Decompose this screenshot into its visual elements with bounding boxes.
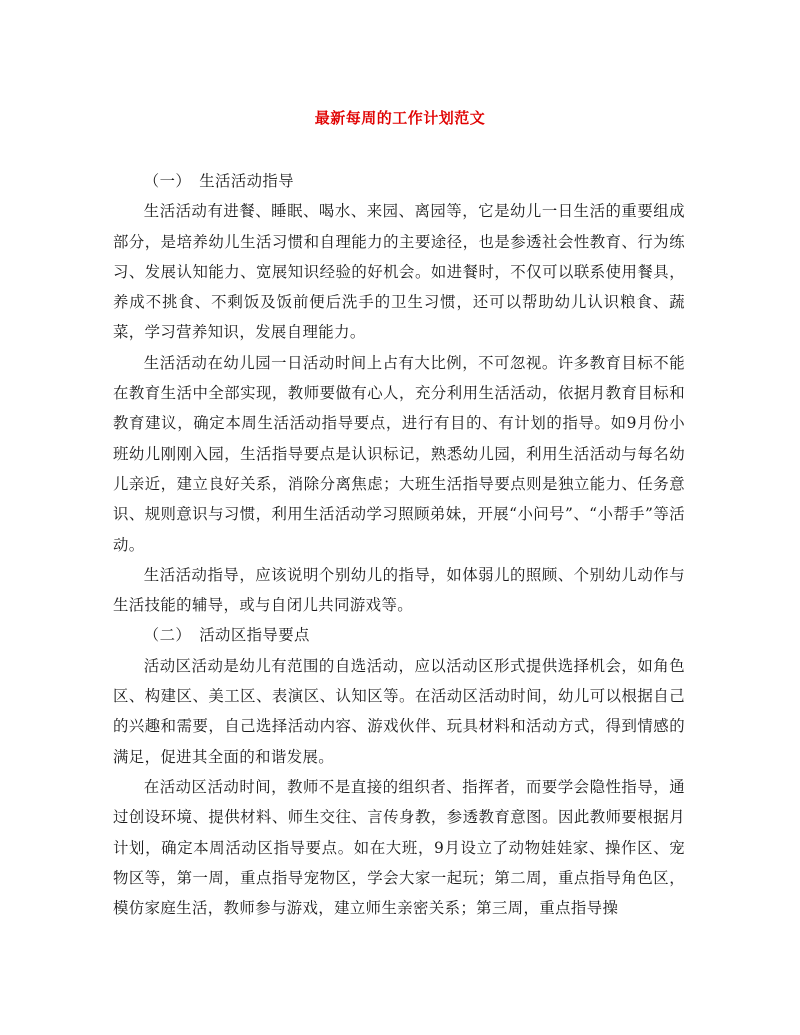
document-body <box>113 166 685 923</box>
section-heading: （一） 生活活动指导 <box>143 172 295 190</box>
document-title: 最新每周的工作计划范文 <box>314 109 486 127</box>
body-paragraph: 生活活动有进餐、睡眠、喝水、来园、离园等，它是幼儿一日生活的重要组成部分，是培养幼儿生活习惯和自理能力的主要途径，也是参透社会性教育、行为练习、发展认知能力、宽展知识经验的好机会。如进餐时，不仅可以联系使用餐具，养成不挑食、不剩饭及饭前便后洗手的卫生习惯，还可以帮助幼儿认识粮食、蔬菜，学习营养知识，发展自理能力。 <box>113 202 685 342</box>
body-paragraph: 生活活动在幼儿园一日活动时间上占有大比例，不可忽视。许多教育目标不能在教育生活中全部实现，教师要做有心人，充分利用生活活动，依据月教育目标和教育建议，确定本周生活活动指导要点，进行有目的、有计划的指导。如9月份小班幼儿刚刚入园，生活指导要点是认识标记，熟悉幼儿园，利用生活活动与每名幼儿亲近，建立良好关系，消除分离焦虑；大班生活指导要点则是独立能力、任务意识、规则意识与习惯，利用生活活动学习照顾弟妹，开展“小问号”、“小帮手”等活动。 <box>113 353 685 554</box>
body-paragraph: 在活动区活动时间，教师不是直接的组织者、指挥者，而要学会隐性指导，通过创设环境、提供材料、师生交往、言传身教，参透教育意图。因此教师要根据月计划，确定本周活动区指导要点。如在大班，9月设立了动物娃娃家、操作区、宠物区等，第一周，重点指导宠物区，学会大家一起玩；第二周，重点指导角色区，模仿家庭生活，教师参与游戏，建立师生亲密关系；第三周，重点指导操 <box>113 777 685 918</box>
section-heading: （二） 活动区指导要点 <box>143 626 310 645</box>
body-paragraph: 生活活动指导，应该说明个别幼儿的指导，如体弱儿的照顾、个别幼儿动作与生活技能的辅导，或与自闭儿共同游戏等。 <box>113 565 685 615</box>
body-paragraph: 活动区活动是幼儿有范围的自选活动，应以活动区形式提供选择机会，如角色区、构建区、美工区、表演区、认知区等。在活动区活动时间，幼儿可以根据自己的兴趣和需要，自己选择活动内容、游戏伙伴、玩具材料和活动方式，得到情感的满足，促进其全面的和谐发展。 <box>113 656 685 766</box>
